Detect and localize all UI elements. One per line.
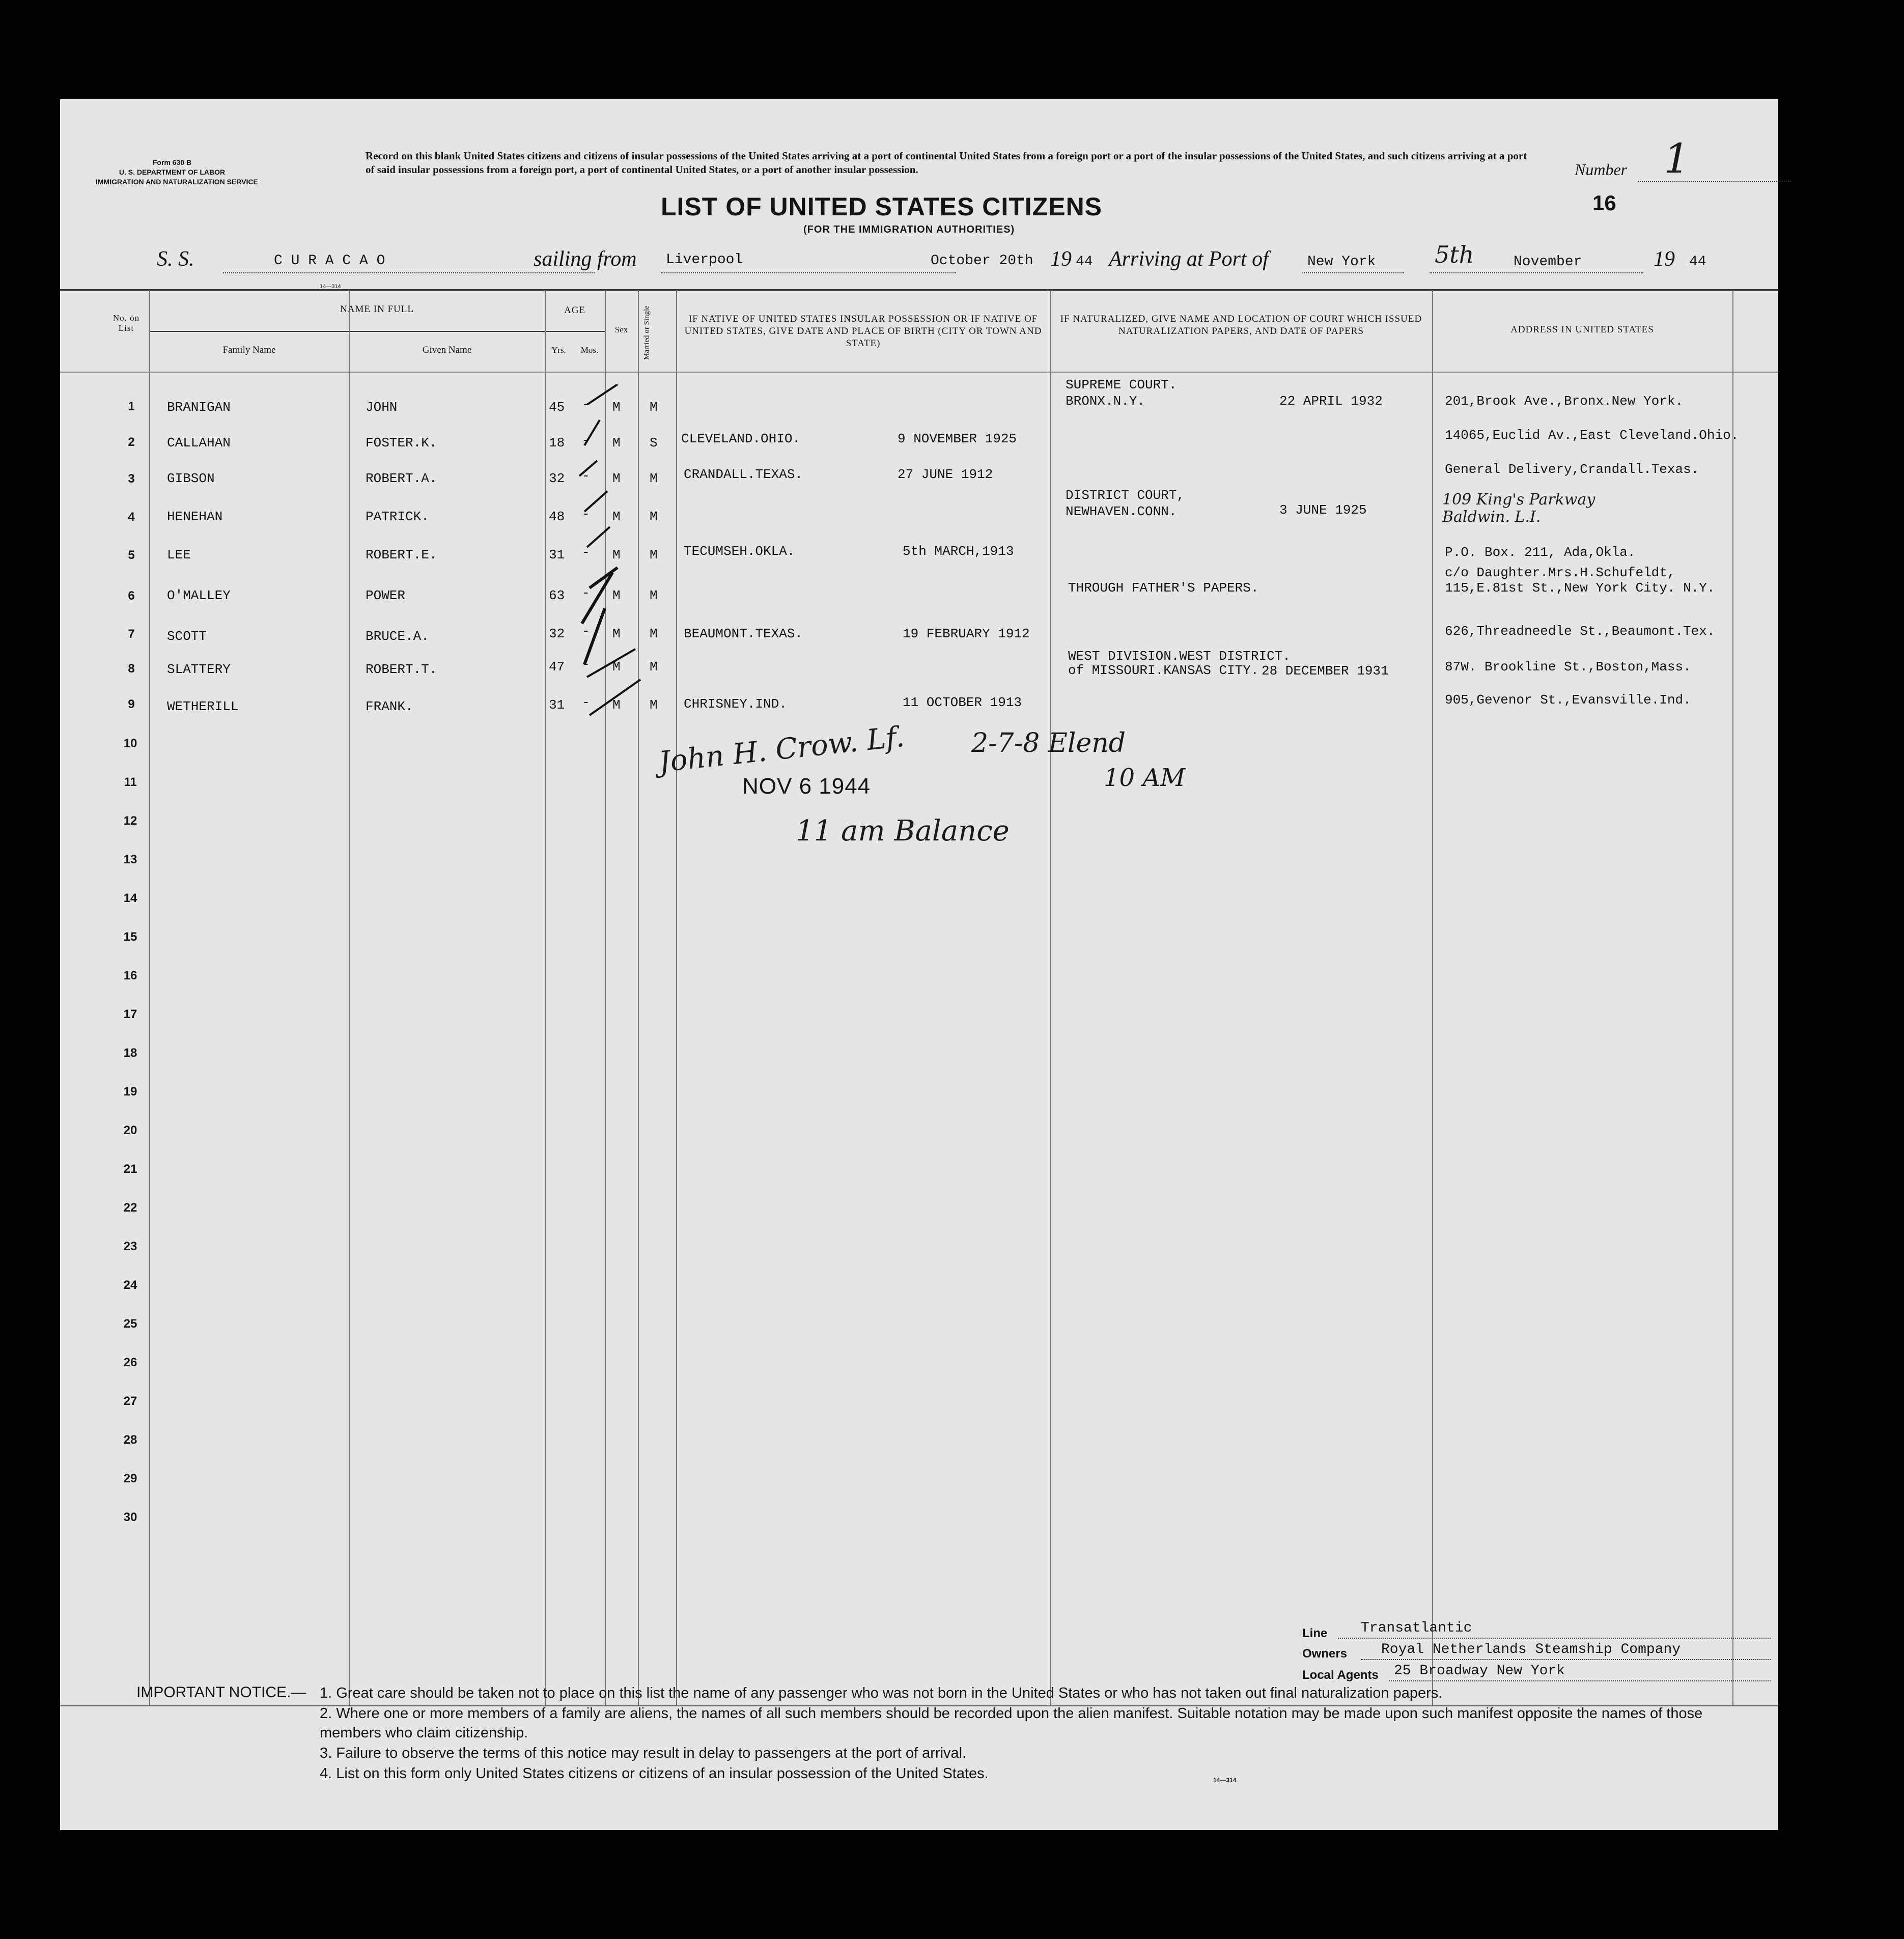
row-number: 16	[123, 969, 137, 982]
row-number: 15	[123, 930, 137, 944]
given-name: ROBERT.E.	[366, 547, 437, 563]
row-number: 5	[128, 548, 135, 562]
age-months: -	[582, 585, 590, 601]
header-sex: Sex	[614, 325, 628, 334]
header-married-single: Married or Single	[642, 305, 651, 360]
row-number: 12	[123, 814, 137, 828]
row-number: 29	[123, 1472, 137, 1485]
header-birth: IF NATIVE OF UNITED STATES INSULAR POSSESSION OR IF NATIVE OF UNITED STATES, GIVE DATE AND PLACE OF BIRTH (CITY OR TOWN AND STATE)	[684, 314, 1042, 349]
naturalization-court: WEST DIVISION.WEST DISTRICT. of MISSOURI.KANSAS CITY.	[1068, 649, 1291, 678]
age-months: -	[582, 507, 590, 522]
us-address: 201,Brook Ave.,Bronx.New York.	[1445, 394, 1684, 409]
department-name: U. S. DEPARTMENT OF LABOR	[119, 168, 226, 176]
age-years: 63	[549, 588, 565, 603]
naturalization-court: SUPREME COURT. BRONX.N.Y.	[1066, 377, 1177, 409]
age-years: 48	[549, 509, 565, 524]
header-yrs: Yrs.	[551, 345, 566, 355]
given-name: FRANK.	[366, 699, 413, 714]
sex: M	[612, 400, 621, 415]
birth-place: TECUMSEH.OKLA.	[684, 544, 795, 559]
row-number: 20	[123, 1123, 137, 1137]
naturalization-date: 22 APRIL 1932	[1279, 394, 1383, 409]
line-underline	[1338, 1638, 1771, 1639]
age-months: -	[582, 397, 590, 412]
age-months: -	[582, 695, 590, 710]
form-number: Form 630 B	[152, 158, 192, 166]
given-name: FOSTER.K.	[366, 435, 437, 451]
header-family-name: Family Name	[222, 345, 276, 355]
number-handwritten: 1	[1664, 135, 1690, 182]
row-number: 6	[128, 589, 135, 603]
marital-status: M	[650, 659, 658, 675]
naturalization-court: THROUGH FATHER'S PAPERS.	[1068, 580, 1259, 596]
row-number: 21	[123, 1162, 137, 1176]
ship-name: C U R A C A O	[274, 253, 385, 269]
row-number: 25	[123, 1317, 137, 1331]
check-marks	[569, 384, 671, 751]
row-number: 13	[123, 853, 137, 866]
sex: M	[612, 509, 621, 524]
family-name: O'MALLEY	[167, 588, 231, 603]
marital-status: M	[650, 697, 658, 713]
naturalization-court: DISTRICT COURT, NEWHAVEN.CONN.	[1066, 488, 1185, 519]
number-label: Number	[1575, 160, 1628, 179]
arrival-month: November	[1514, 254, 1582, 270]
row-number: 19	[123, 1085, 137, 1099]
given-name: ROBERT.A.	[366, 471, 437, 486]
arrival-port-underline	[1302, 272, 1404, 273]
sex: M	[612, 435, 621, 451]
birth-date: 19 FEBRUARY 1912	[903, 626, 1030, 641]
age-months: -	[582, 433, 590, 448]
given-name: BRUCE.A.	[366, 629, 429, 644]
marital-status: M	[650, 400, 658, 415]
us-address: 905,Gevenor St.,Evansville.Ind.	[1445, 692, 1691, 708]
manifest-sheet	[60, 99, 1778, 1830]
sex: M	[612, 588, 621, 603]
col-divider	[1732, 290, 1733, 1705]
us-address: 626,Threadneedle St.,Beaumont.Tex.	[1445, 624, 1715, 639]
marital-status: S	[650, 435, 658, 451]
notice-item: 3. Failure to observe the terms of this notice may result in delay to passengers at the port of arrival.	[320, 1745, 967, 1761]
row-number: 30	[123, 1510, 137, 1524]
col-divider	[349, 290, 350, 1705]
list-number: 16	[1592, 191, 1616, 215]
arrival-year-prefix: 19	[1654, 247, 1675, 271]
header-given-name: Given Name	[422, 345, 472, 355]
arrival-month-underline	[1430, 272, 1643, 273]
row-number: 28	[123, 1433, 137, 1447]
naturalization-date: 3 JUNE 1925	[1279, 502, 1367, 518]
owners-underline	[1361, 1659, 1771, 1660]
birth-place: BEAUMONT.TEXAS.	[684, 626, 803, 641]
us-address: 14065,Euclid Av.,East Cleveland.Ohio.	[1445, 428, 1739, 443]
row-number: 2	[128, 435, 135, 449]
code-note: 2-7-8 Elend	[971, 728, 1126, 758]
row-number: 23	[123, 1240, 137, 1253]
row-number: 18	[123, 1046, 137, 1060]
notice-item: 2. Where one or more members of a family are aliens, the names of all such members should be recorded upon the alien manifest. Suitable notation may be made upon such manifest opposite the names of those members who claim citizenship.	[320, 1705, 1703, 1741]
row-number: 24	[123, 1278, 137, 1292]
col-divider	[1050, 290, 1051, 1705]
age-years: 47	[549, 659, 565, 675]
owners-value: Royal Netherlands Steamship Company	[1381, 1642, 1681, 1657]
age-months: -	[582, 545, 590, 560]
sex: M	[612, 697, 621, 713]
row-number: 8	[128, 662, 135, 676]
col-divider	[676, 290, 677, 1705]
given-name: PATRICK.	[366, 509, 429, 524]
header-mos: Mos.	[580, 345, 599, 355]
table-header-rule	[60, 372, 1778, 373]
arrival-port: New York	[1307, 254, 1376, 270]
notice-title: IMPORTANT NOTICE.—	[136, 1684, 306, 1701]
col-divider	[1432, 290, 1433, 1705]
print-code-small: 14—314	[320, 284, 341, 290]
age-years: 45	[549, 400, 565, 415]
age-years: 32	[549, 471, 565, 486]
line-value: Transatlantic	[1361, 1620, 1472, 1636]
family-name: SCOTT	[167, 629, 207, 644]
us-address-handwritten: 109 King's Parkway Baldwin. L.I.	[1442, 491, 1595, 526]
birth-date: 27 JUNE 1912	[898, 467, 993, 482]
row-number: 22	[123, 1201, 137, 1215]
birth-place: CRANDALL.TEXAS.	[684, 467, 803, 482]
given-name: ROBERT.T.	[366, 662, 437, 677]
agents-underline	[1389, 1680, 1771, 1681]
birth-date: 11 OCTOBER 1913	[903, 695, 1022, 710]
sex: M	[612, 547, 621, 563]
row-number: 3	[128, 472, 135, 486]
line-label: Line	[1302, 1626, 1328, 1640]
birth-place: CHRISNEY.IND.	[684, 696, 787, 712]
us-address: 87W. Brookline St.,Boston,Mass.	[1445, 659, 1691, 675]
form-instructions: Record on this blank United States citizens and citizens of insular possessions of the United States arriving at a port of continental United States from a foreign port or a port of the insular possessions of the United States, and such citizens arriving at a port of said insular possessions from a foreign port, a port of continental United States, or a port of another insular possession.	[366, 150, 1527, 176]
row-number: 4	[128, 510, 135, 524]
ship-underline	[223, 272, 595, 273]
sailing-from-label: sailing from	[534, 247, 637, 271]
age-months: -	[582, 468, 590, 484]
number-underline	[1638, 181, 1791, 182]
departure-underline	[661, 272, 956, 273]
family-name: SLATTERY	[167, 662, 231, 677]
col-divider	[149, 290, 150, 1705]
row-number: 17	[123, 1007, 137, 1021]
time-note-2: 10 AM	[1104, 764, 1186, 792]
us-address: c/o Daughter.Mrs.H.Schufeldt, 115,E.81st St.,New York City. N.Y.	[1445, 565, 1715, 596]
us-address: P.O. Box. 211, Ada,Okla.	[1445, 545, 1636, 560]
family-name: GIBSON	[167, 471, 215, 486]
given-name: POWER	[366, 588, 406, 603]
age-months: -	[582, 657, 590, 672]
family-name: WETHERILL	[167, 699, 239, 714]
arrival-day: 5th	[1435, 241, 1474, 268]
date-stamp: NOV 6 1944	[742, 774, 871, 799]
time-note: 11 am Balance	[796, 814, 1010, 848]
departure-year-prefix: 19	[1050, 247, 1072, 271]
family-name: CALLAHAN	[167, 435, 231, 451]
header-age: AGE	[564, 305, 586, 316]
marital-status: M	[650, 471, 658, 486]
marital-status: M	[650, 626, 658, 641]
age-years: 32	[549, 626, 565, 641]
page-title: LIST OF UNITED STATES CITIZENS	[661, 192, 1103, 221]
given-name: JOHN	[366, 400, 398, 415]
arriving-label: Arriving at Port of	[1109, 247, 1269, 271]
row-number: 11	[124, 775, 137, 789]
print-code: 14—314	[1213, 1777, 1237, 1784]
marital-status: M	[650, 547, 658, 563]
birth-date: 5th MARCH,1913	[903, 544, 1014, 559]
departure-port: Liverpool	[666, 252, 743, 268]
notice-item: 1. Great care should be taken not to place on this list the name of any passenger who was not born in the United States or who has not taken out final naturalization papers.	[320, 1685, 1443, 1701]
header-no-on-list: No. on List	[113, 313, 140, 333]
birth-place: CLEVELAND.OHIO.	[681, 431, 801, 446]
owners-label: Owners	[1302, 1647, 1348, 1661]
arrival-year: 44	[1689, 254, 1706, 270]
table-top-rule	[60, 289, 1778, 291]
departure-date: October 20th	[931, 253, 1033, 269]
row-number: 1	[128, 400, 135, 413]
age-years: 31	[549, 697, 565, 713]
age-years: 31	[549, 547, 565, 563]
family-name: BRANIGAN	[167, 400, 231, 415]
name-group-rule	[149, 331, 605, 332]
header-name-in-full: NAME IN FULL	[340, 304, 414, 315]
sex: M	[612, 659, 621, 675]
row-number: 9	[128, 697, 135, 711]
agents-value: 25 Broadway New York	[1394, 1663, 1565, 1679]
agents-label: Local Agents	[1302, 1668, 1379, 1682]
form-identifier	[96, 158, 258, 187]
notice-item: 4. List on this form only United States citizens or citizens of an insular possession of the United States.	[320, 1765, 989, 1782]
page-subtitle: (FOR THE IMMIGRATION AUTHORITIES)	[803, 224, 1015, 235]
departure-year: 44	[1076, 254, 1093, 270]
row-number: 7	[128, 627, 135, 641]
age-years: 18	[549, 435, 565, 451]
service-name: IMMIGRATION AND NATURALIZATION SERVICE	[96, 178, 258, 186]
sex: M	[612, 626, 621, 641]
birth-date: 9 NOVEMBER 1925	[898, 431, 1017, 446]
us-address: General Delivery,Crandall.Texas.	[1445, 462, 1699, 477]
row-number: 26	[123, 1356, 137, 1369]
row-number: 10	[123, 737, 137, 750]
row-number: 27	[123, 1394, 137, 1408]
col-divider	[545, 290, 546, 1705]
marital-status: M	[650, 588, 658, 603]
inspector-signature: John H. Crow. Lf.	[657, 720, 906, 779]
family-name: LEE	[167, 547, 191, 563]
naturalization-date: 28 DECEMBER 1931	[1262, 663, 1389, 679]
row-number: 14	[123, 891, 137, 905]
age-months: -	[582, 624, 590, 639]
sex: M	[612, 471, 621, 486]
header-naturalized: IF NATURALIZED, GIVE NAME AND LOCATION OF COURT WHICH ISSUED NATURALIZATION PAPERS, AND DATE OF PAPERS	[1060, 314, 1422, 336]
ss-label: S. S.	[157, 247, 194, 271]
family-name: HENEHAN	[167, 509, 223, 524]
header-address: ADDRESS IN UNITED STATES	[1510, 324, 1654, 335]
marital-status: M	[650, 509, 658, 524]
